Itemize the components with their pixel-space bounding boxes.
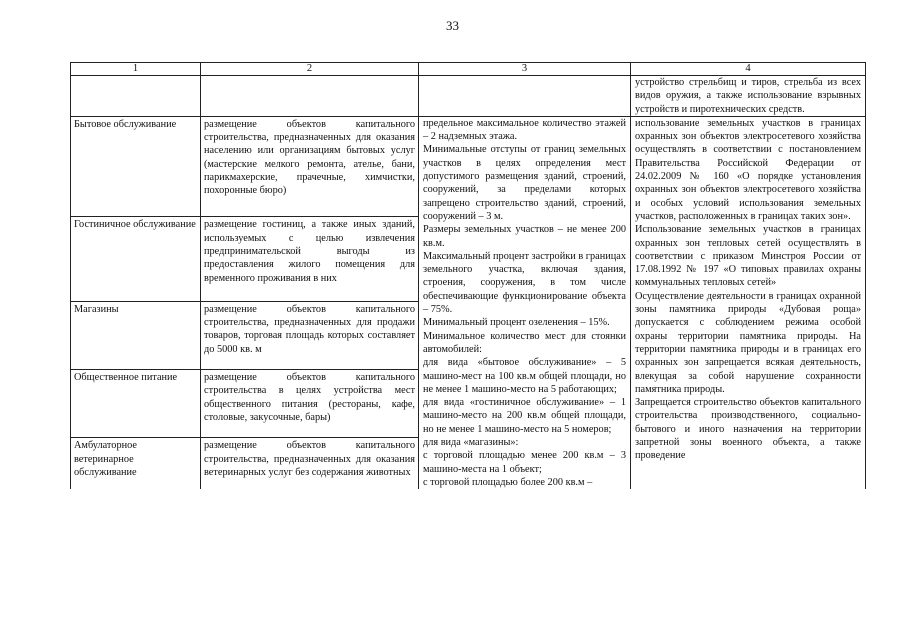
parameter-paragraph: Минимальный процент озеленения – 15%. — [423, 317, 610, 329]
use-name: Гостиничное обслуживание — [71, 217, 201, 301]
use-description: размещение объектов капитального строительства, предназначенных для оказания ветеринарных услуг без содержания животных — [201, 438, 419, 490]
restriction-paragraph: Запрещается строительство объектов капитального строительства производственного, социально-бытового и иного назначения на территории запретной зоны военного объекта, а также проведение — [635, 397, 861, 462]
page-number: 33 — [446, 18, 459, 33]
parameter-paragraph: с торговой площадью более 200 кв.м – — [423, 476, 593, 488]
column-header: 4 — [631, 63, 866, 76]
parameter-paragraph: с торговой площадью менее 200 кв.м – 3 машино-места на 1 объект; — [423, 450, 626, 475]
parameter-paragraph: Максимальный процент застройки в границах земельного участка, включая здания, строения, сооружения, в том числе обеспечивающие функционирование объекта – 75%. — [423, 250, 626, 316]
empty-cell — [201, 76, 419, 117]
use-name: Амбулаторное ветеринарное обслуживание — [71, 438, 201, 490]
parameter-paragraph: для вида «гостиничное обслуживание» – 1 машино-место на 200 кв.м общей площади, но не менее 1 машино-место на 5 номеров; — [423, 397, 626, 435]
column-header: 3 — [419, 63, 631, 76]
zoning-table — [70, 62, 866, 489]
empty-cell — [419, 76, 631, 117]
use-description: размещение гостиниц, а также иных зданий, используемых с целью извлечения предпринимательской выгоды из предоставления жилого помещения для временного проживания в них — [201, 217, 419, 301]
empty-cell — [71, 76, 201, 117]
use-name: Общественное питание — [71, 369, 201, 437]
parameter-paragraph: для вида «бытовое обслуживание» – 5 машино-мест на 100 кв.м общей площади, но не менее 1 машино-место на 5 работающих; — [423, 357, 626, 395]
column-header: 2 — [201, 63, 419, 76]
use-name: Бытовое обслуживание — [71, 116, 201, 217]
use-description: размещение объектов капитального строительства в целях устройства мест общественного питания (рестораны, кафе, столовые, закусочные, бары) — [201, 369, 419, 437]
parameter-paragraph: для вида «магазины»: — [423, 437, 519, 449]
restriction-paragraph: Использование земельных участков в границах охранных зон тепловых сетей осуществлять в соответствии с приказом Минстроя России от 17.08.1992 № 197 «О типовых правилах охраны коммунальных тепловых сетей» — [635, 224, 861, 289]
restrictions-cell — [631, 116, 866, 489]
parameter-paragraph: предельное максимальное количество этажей – 2 надземных этажа. — [423, 117, 626, 143]
parameter-paragraph: Размеры земельных участков – не менее 200 кв.м. — [423, 224, 626, 249]
column-header: 1 — [71, 63, 201, 76]
table-row — [71, 116, 866, 217]
use-description: размещение объектов капитального строительства, предназначенных для оказания населению или организациям бытовых услуг (мастерские мелкого ремонта, ателье, бани, парикмахерские, прачечные, химчистки, похоронные бюро) — [201, 116, 419, 217]
parameters-cell — [419, 116, 631, 489]
use-name: Магазины — [71, 301, 201, 369]
restriction-paragraph: Осуществление деятельности в границах охранной зоны памятника природы «Дубовая роща» допускается с соблюдением режима особой охраны территории памятника природы. На территории памятника природы и в границах его охранных зон запрещается всякая деятельность, влекущая за собой нарушение сохранности памятника природы. — [635, 290, 861, 395]
parameter-paragraph: Минимальные отступы от границ земельных участков в целях определения мест допустимого размещения зданий, строений, сооружений, за пределами которых запрещено строительство зданий, строений, сооружений – 3 м. — [423, 144, 626, 222]
use-description: размещение объектов капитального строительства, предназначенных для продажи товаров, торговая площадь которых составляет до 5000 кв. м — [201, 301, 419, 369]
continuation-row — [71, 76, 866, 117]
restriction-paragraph: использование земельных участков в границах охранных зон объектов электросетевого хозяйства осуществлять в соответствии с постановлением Правительства Российской Федерации от 24.02.2009 № 160 «О порядке установления охранных зон объектов электросетевого хозяйства и особых условий использования земельных участков, расположенных в границах таких зон». — [635, 117, 861, 222]
parameter-paragraph: Минимальное количество мест для стоянки автомобилей: — [423, 330, 626, 355]
continuation-text: устройство стрельбищ и тиров, стрельба из всех видов оружия, а также использование взрывных устройств и пиротехнических средств. — [631, 76, 866, 117]
column-number-row — [71, 63, 866, 76]
